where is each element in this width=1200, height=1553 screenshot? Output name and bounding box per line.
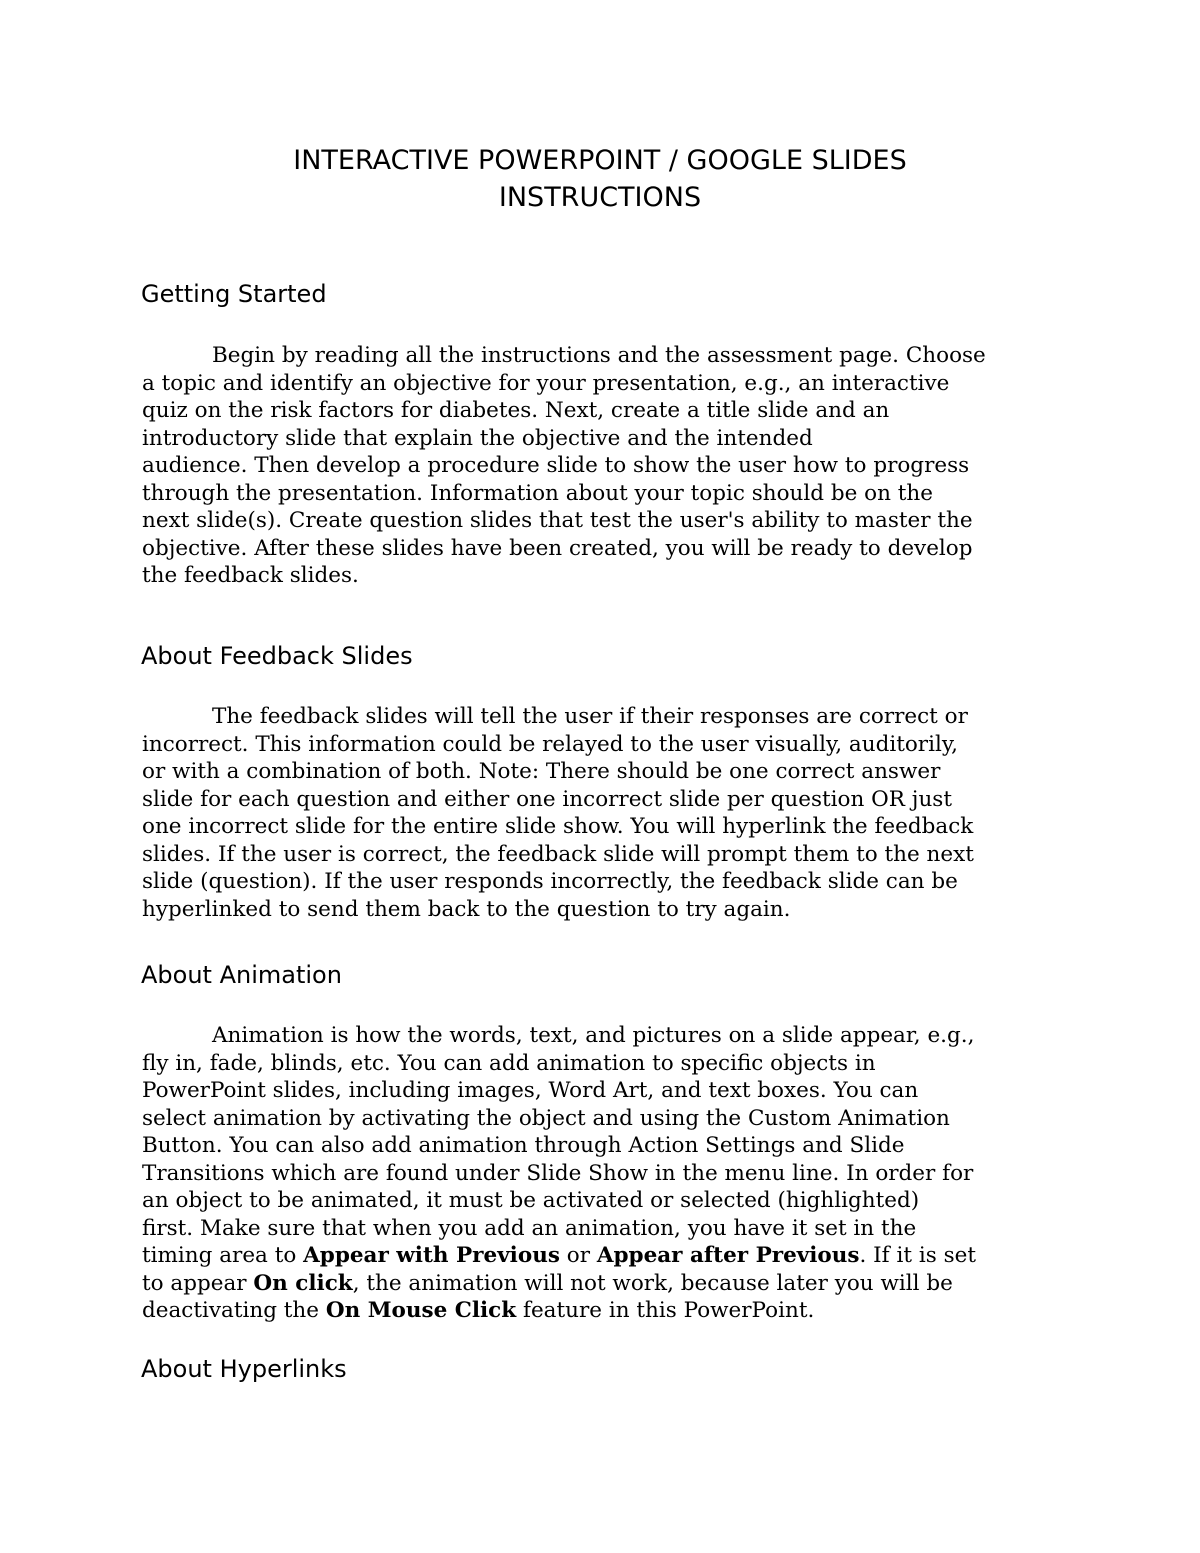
heading-about-animation: About Animation	[141, 961, 342, 989]
text-run: . If it is set	[859, 1243, 976, 1268]
paragraph-line: select animation by activating the object and using the Custom Animation	[142, 1105, 950, 1131]
paragraph-line: the feedback slides.	[142, 563, 359, 588]
paragraph-line: quiz on the risk factors for diabetes. Next, create a title slide and an	[142, 398, 890, 423]
paragraph-line	[142, 1270, 976, 1298]
paragraph-line: incorrect. This information could be relayed to the user visually, auditorily,	[142, 731, 958, 757]
text-run: timing area to	[142, 1243, 304, 1268]
heading-about-hyperlinks: About Hyperlinks	[141, 1355, 347, 1383]
paragraph-line: The feedback slides will tell the user if their responses are correct or	[212, 704, 968, 729]
paragraph-line: Animation is how the words, text, and pictures on a slide appear, e.g.,	[212, 1023, 975, 1048]
paragraph-line: slide for each question and either one incorrect slide per question OR just	[142, 786, 952, 812]
paragraph-feedback	[142, 703, 974, 923]
paragraph-line: Button. You can also add animation through Action Settings and Slide	[142, 1133, 905, 1158]
text-run: deactivating the	[142, 1298, 326, 1323]
paragraph-line: one incorrect slide for the entire slide show. You will hyperlink the feedback	[142, 814, 974, 839]
paragraph-line	[142, 1297, 976, 1325]
paragraph-line: objective. After these slides have been created, you will be ready to develop	[142, 535, 973, 561]
paragraph-getting-started	[142, 342, 986, 590]
text-run: , the animation will not work, because later you will be	[352, 1270, 953, 1296]
paragraph-line: Transitions which are found under Slide Show in the menu line. In order for	[142, 1160, 974, 1186]
bold-term: Appear with Previous	[303, 1243, 560, 1268]
paragraph-line: audience. Then develop a procedure slide to show the user how to progress	[142, 453, 970, 478]
paragraph-line	[142, 1242, 976, 1270]
bold-term: On Mouse Click	[325, 1298, 517, 1323]
paragraph-line: introductory slide that explain the objective and the intended	[142, 425, 813, 451]
paragraph-line: Begin by reading all the instructions and the assessment page. Choose	[212, 343, 986, 368]
paragraph-line: PowerPoint slides, including images, Word Art, and text boxes. You can	[142, 1078, 919, 1103]
title-line-2: INSTRUCTIONS	[498, 182, 702, 213]
paragraph-line: an object to be animated, it must be activated or selected (highlighted)	[142, 1188, 920, 1213]
title-line-1: INTERACTIVE POWERPOINT / GOOGLE SLIDES	[293, 145, 907, 176]
paragraph-line: fly in, fade, blinds, etc. You can add animation to specific objects in	[142, 1050, 876, 1076]
paragraph-line: or with a combination of both. Note: There should be one correct answer	[142, 759, 941, 784]
paragraph-line: slide (question). If the user responds incorrectly, the feedback slide can be	[142, 869, 958, 894]
bold-term: Appear after Previous	[596, 1243, 860, 1268]
paragraph-line: next slide(s). Create question slides that test the user's ability to master the	[142, 508, 973, 533]
bold-term: On click	[253, 1270, 353, 1296]
text-run: or	[559, 1243, 597, 1268]
paragraph-line: a topic and identify an objective for your presentation, e.g., an interactive	[142, 370, 950, 396]
paragraph-line: through the presentation. Information about your topic should be on the	[142, 480, 934, 506]
paragraph-line: hyperlinked to send them back to the question to try again.	[142, 896, 791, 922]
paragraph-line: slides. If the user is correct, the feedback slide will prompt them to the next	[142, 841, 974, 867]
paragraph-line: first. Make sure that when you add an animation, you have it set in the	[142, 1215, 917, 1241]
text-run: feature in this PowerPoint.	[516, 1298, 815, 1323]
heading-about-feedback-slides: About Feedback Slides	[141, 642, 413, 670]
text-run: to appear	[142, 1270, 254, 1296]
heading-getting-started: Getting Started	[141, 280, 327, 308]
paragraph-animation	[142, 1022, 976, 1325]
document-title	[0, 142, 1200, 216]
